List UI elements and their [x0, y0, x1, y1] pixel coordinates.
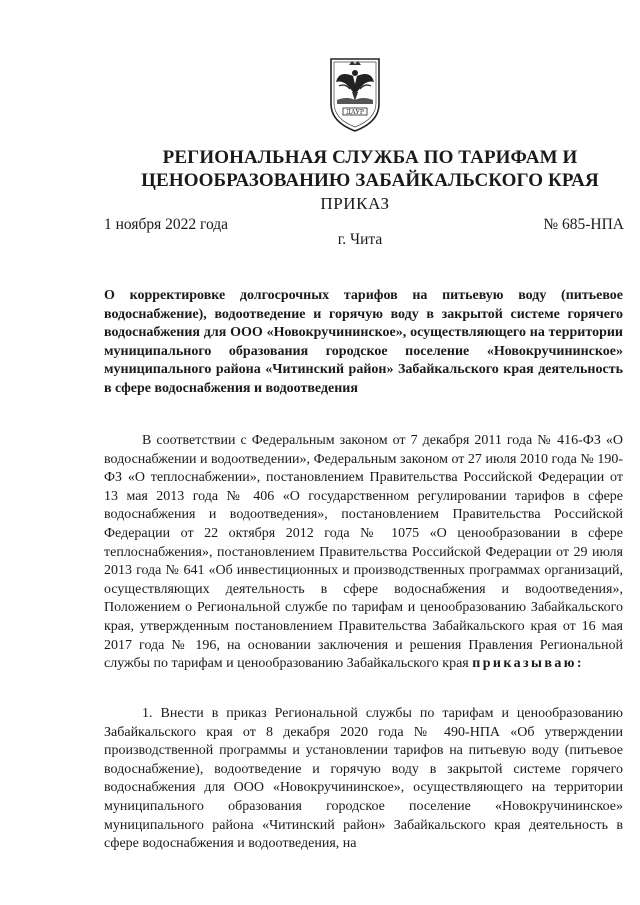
agency-name — [100, 146, 640, 192]
agency-name-line2: ЦЕНООБРАЗОВАНИЮ ЗАБАЙКАЛЬСКОГО КРАЯ — [141, 170, 599, 191]
document-subject: О корректировке долгосрочных тарифов на питьевую воду (питьевое водоснабжение), водоотведение и горячую воду в закрытой системе горячего водоснабжения для ООО «Новокручининское», осуществляющего на территории муниципального образования городское поселение «Новокручининское» муниципального района «Читинский район» Забайкальского края деятельность в сфере водоснабжения и водоотведения — [104, 288, 623, 396]
agency-name-line1: РЕГИОНАЛЬНАЯ СЛУЖБА ПО ТАРИФАМ И — [162, 147, 578, 168]
document-number: № 685-НПА — [543, 216, 624, 233]
document-date: 1 ноября 2022 года — [104, 216, 229, 233]
coat-of-arms-eagle-icon — [327, 56, 383, 134]
emblem-motto: ДАУР — [346, 109, 364, 116]
order-keyword: приказываю: — [472, 656, 584, 672]
document-type: ПРИКАЗ — [320, 194, 390, 213]
body-paragraph-2: 1. Внести в приказ Региональной службы по тарифам и ценообразованию Забайкальского края от 8 декабря 2020 года № 490-НПА «Об утверждении производственной программы и установлении тарифов на питьевую воду (питьевое водоснабжение), водоотведение и горячую воду в закрытой системе горячего водоснабжения для ООО «Новокручининское», осуществляющего на территории муниципального образования городское поселение «Новокручининское» муниципального района «Читинский район» Забайкальского края деятельность в сфере водоснабжения и водоотведения, на — [104, 706, 623, 852]
paragraph-1-text: В соответствии с Федеральным законом от 7 декабря 2011 года № 416-ФЗ «О водоснабжении и водоотведении», Федеральным законом от 27 июля 2010 года № 190-ФЗ «О теплоснабжении», постановлением Правительства Российской Федерации от 13 мая 2013 года № 406 «О государственном регулировании тарифов в сфере водоснабжения и водоотведения», постановлением Правительства Российской Федерации от 22 октября 2012 года № 1075 «О ценообразовании в сфере теплоснабжения», постановлением Правительства Российской Федерации от 29 июля 2013 года № 641 «Об инвестиционных и производственных программах организаций, осуществляющих деятельность в сфере водоснабжения и водоотведения», Положением о Региональной службе по тарифам и ценообразованию Забайкальского края, утвержденным постановлением Правительства Забайкальского края от 16 мая 2017 года № 196, на основании заключения и решения Правления Региональной службы по тарифам и ценообразованию Забайкальского края — [104, 433, 623, 672]
body-paragraph-1 — [104, 432, 623, 674]
document-city: г. Чита — [337, 231, 383, 248]
